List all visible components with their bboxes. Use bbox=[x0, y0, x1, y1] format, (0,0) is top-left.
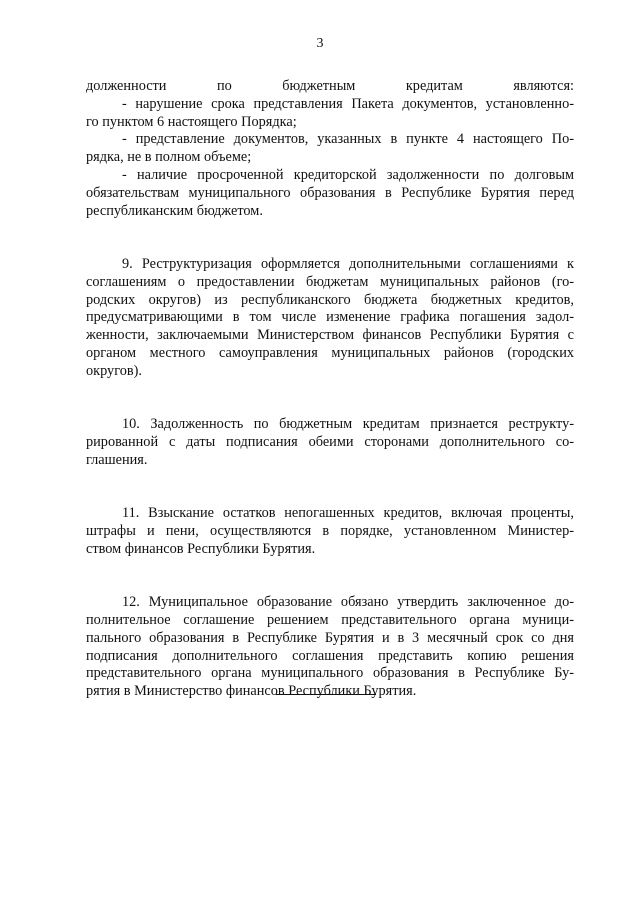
text-line: ством финансов Республики Бурятия. bbox=[86, 540, 316, 557]
text-line: го пунктом 6 настоящего Порядка; bbox=[86, 113, 297, 130]
text-line: рированной с даты подписания обеими сторонами дополнительного со- bbox=[86, 433, 574, 450]
text-line: штрафы и пени, осуществляются в порядке, установленном Министер- bbox=[86, 522, 574, 539]
text-line: предусматривающими в том числе изменение графика погашения задол- bbox=[86, 309, 574, 326]
text-line: представительного органа муниципального образования в Республике Бу- bbox=[86, 665, 574, 682]
text-line: рятия в Министерство финансов Республики Бурятия. bbox=[86, 683, 417, 700]
text-line: округов). bbox=[86, 362, 142, 379]
text-line: пального образования в Республике Бурятия и в 3 месячный срок со дня bbox=[86, 629, 574, 646]
text-line: долженности по бюджетным кредитам являются: bbox=[86, 78, 574, 94]
text-line: подписания дополнительного соглашения представить копию решения bbox=[86, 647, 574, 664]
page-number: 3 bbox=[316, 36, 324, 51]
text-line: глашения. bbox=[86, 451, 148, 468]
text-line: 9. Реструктуризация оформляется дополнительными соглашениями к bbox=[122, 255, 574, 272]
text-line: полнительное соглашение решением представительного органа муници- bbox=[86, 611, 574, 628]
list-item-line: - нарушение срока представления Пакета документов, установленно- bbox=[122, 95, 574, 112]
paragraph-item-12 bbox=[86, 594, 574, 701]
text-line: обязательствам муниципального образования в Республике Бурятия перед bbox=[86, 184, 574, 201]
paragraph-item-10 bbox=[86, 416, 574, 469]
list-item-line: - наличие просроченной кредиторской задолженности по долговым bbox=[122, 166, 574, 183]
text-line: родских округов) из республиканского бюджета бюджетных кредитов, bbox=[86, 291, 574, 308]
end-of-document-rule bbox=[276, 694, 376, 695]
text-line: 12. Муниципальное образование обязано утвердить заключенное до- bbox=[122, 594, 574, 611]
paragraph-intro bbox=[86, 78, 574, 220]
paragraph-item-11 bbox=[86, 505, 574, 558]
text-line: женности, заключаемыми Министерством финансов Республики Бурятия с bbox=[86, 327, 574, 344]
text-line: 10. Задолженность по бюджетным кредитам признается реструкту- bbox=[122, 416, 574, 433]
document-body bbox=[86, 78, 574, 701]
text-line: соглашениям о предоставлении бюджетам муниципальных районов (го- bbox=[86, 273, 574, 290]
text-line: 11. Взыскание остатков непогашенных кредитов, включая проценты, bbox=[122, 505, 574, 522]
text-line: республиканским бюджетом. bbox=[86, 202, 263, 219]
text-line: рядка, не в полном объеме; bbox=[86, 149, 252, 166]
text-line: органом местного самоуправления муниципальных районов (городских bbox=[86, 344, 574, 361]
paragraph-item-9 bbox=[86, 256, 574, 381]
list-item-line: - представление документов, указанных в пункте 4 настоящего По- bbox=[122, 131, 574, 148]
